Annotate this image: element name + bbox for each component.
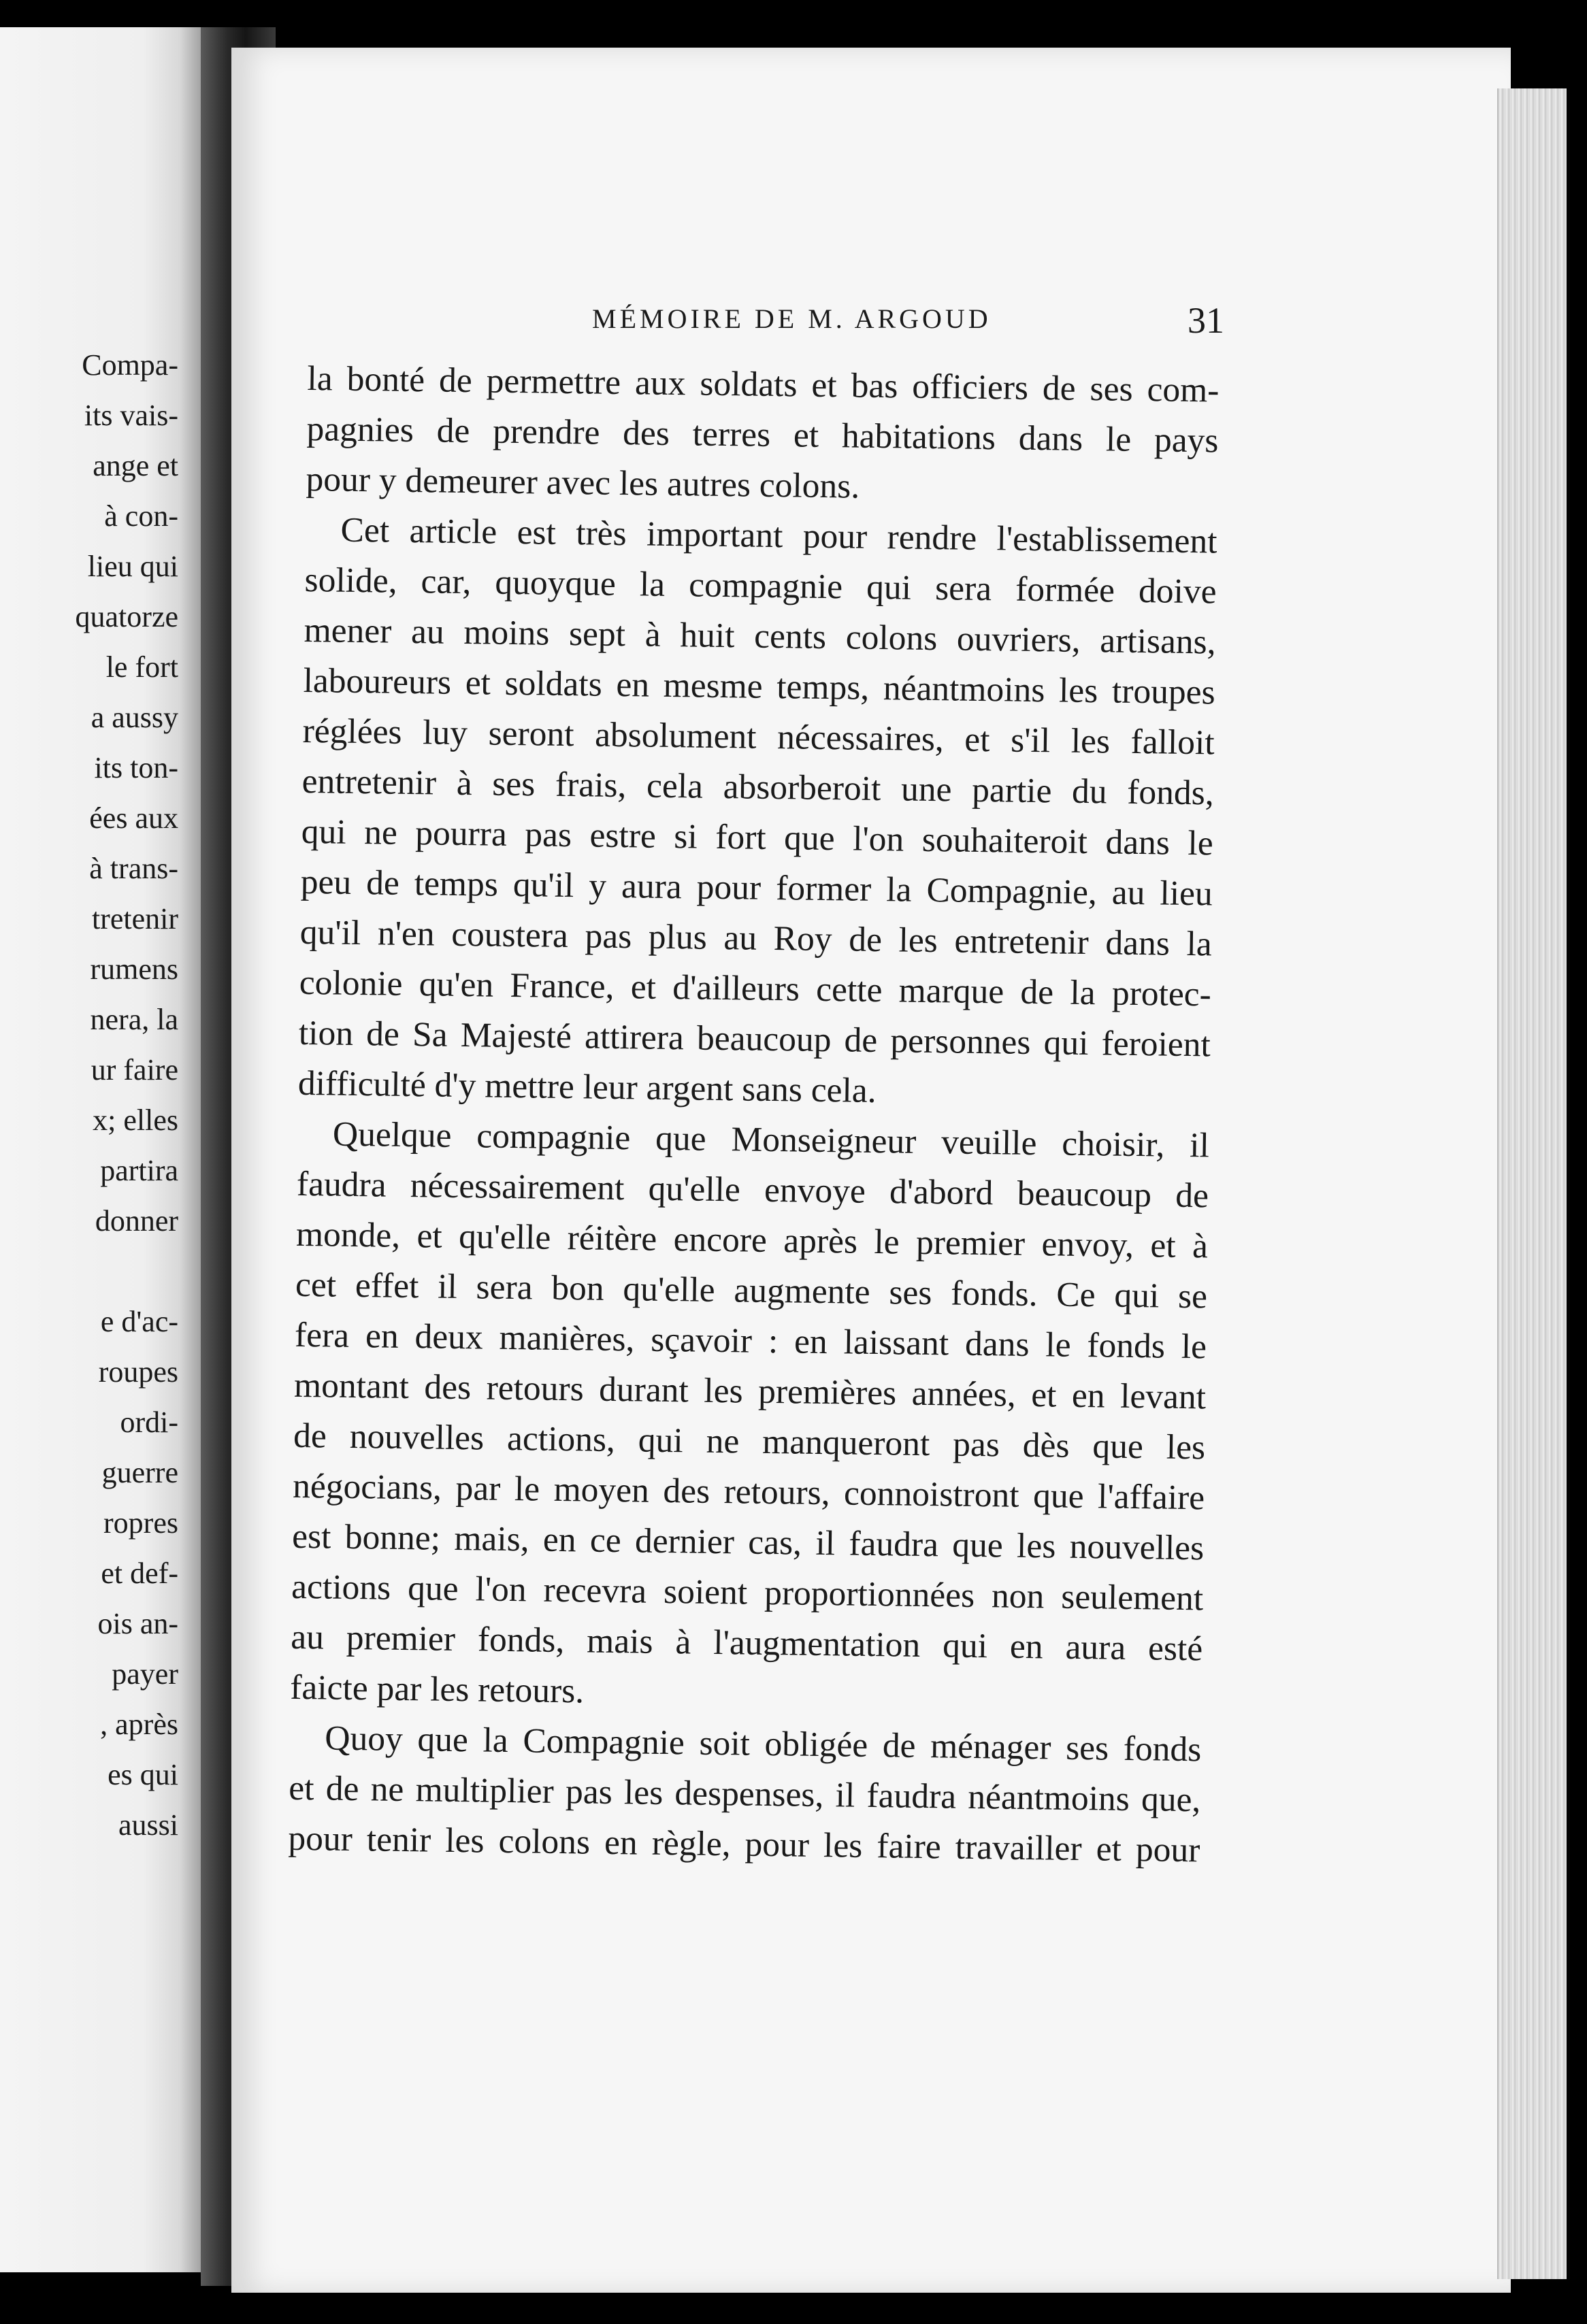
previous-page-line: quatorze bbox=[75, 600, 178, 633]
text-line: au premier fonds, mais à l'augmentation qui en aura esté bbox=[290, 1617, 1203, 1669]
page-edge-stack bbox=[1497, 88, 1567, 2279]
previous-page-line: ées aux bbox=[89, 801, 178, 835]
previous-page-line: its ton- bbox=[94, 751, 178, 784]
previous-page-line: aussi bbox=[118, 1808, 178, 1842]
text-line: actions que l'on recevra soient proportionnées non seulement bbox=[291, 1567, 1204, 1618]
previous-page-line: roupes bbox=[98, 1355, 178, 1389]
text-line: entretenir à ses frais, cela absorberoit une partie du fonds, bbox=[301, 761, 1215, 813]
previous-page-line: Compa- bbox=[82, 348, 178, 382]
previous-page-line: lieu qui bbox=[87, 550, 178, 583]
text-line: qu'il n'en coustera pas plus au Roy de les entretenir dans la bbox=[299, 912, 1213, 964]
text-line: tion de Sa Majesté attirera beaucoup de personnes qui feroient bbox=[298, 1013, 1211, 1065]
text-line: Cet article est très important pour rendre l'establissement bbox=[340, 510, 1217, 561]
text-line: est bonne; mais, en ce dernier cas, il faudra que les nouvelles bbox=[291, 1516, 1205, 1568]
previous-page-line: guerre bbox=[101, 1456, 178, 1489]
previous-page-line: es qui bbox=[108, 1758, 178, 1791]
text-line: Quelque compagnie que Monseigneur veuille choisir, il bbox=[332, 1114, 1210, 1165]
previous-page bbox=[0, 27, 204, 2272]
running-head: MÉMOIRE DE M. ARGOUD bbox=[592, 303, 992, 334]
text-line: de nouvelles actions, qui ne manqueront pas dès que les bbox=[293, 1416, 1206, 1467]
text-line: difficulté d'y mettre leur argent sans cela. bbox=[297, 1063, 877, 1111]
text-line: peu de temps qu'il y aura pour former la Compagnie, au lieu bbox=[300, 862, 1213, 914]
previous-page-line: partira bbox=[100, 1154, 178, 1187]
previous-page-line: ordi- bbox=[120, 1406, 178, 1439]
previous-page-line: ropres bbox=[103, 1506, 178, 1540]
text-line: faudra nécessairement qu'elle envoye d'abord beaucoup de bbox=[296, 1164, 1209, 1216]
previous-page-line: a aussy bbox=[91, 701, 178, 734]
text-line: pagnies de prendre des terres et habitations dans le pays bbox=[306, 409, 1219, 461]
previous-page-line: tretenir bbox=[91, 902, 178, 935]
previous-page-line: rumens bbox=[90, 952, 178, 986]
previous-page-line: payer bbox=[112, 1657, 178, 1691]
text-line: laboureurs et soldats en mesme temps, néantmoins les troupes bbox=[303, 661, 1215, 712]
text-line: cet effet il sera bon qu'elle augmente ses fonds. Ce qui se bbox=[295, 1265, 1208, 1316]
text-line: réglées luy seront absolument nécessaires, et s'il les falloit bbox=[302, 711, 1215, 763]
text-line: montant des retours durant les premières années, et en levant bbox=[293, 1365, 1207, 1417]
text-line: qui ne pourra pas estre si fort que l'on souhaiteroit dans le bbox=[301, 812, 1214, 863]
text-line: pour tenir les colons en règle, pour les faire travailler et pour bbox=[288, 1819, 1200, 1870]
text-line: solide, car, quoyque la compagnie qui sera formée doive bbox=[304, 560, 1217, 612]
text-line: mener au moins sept à huit cents colons ouvriers, artisans, bbox=[304, 610, 1216, 662]
text-line: et de ne multiplier pas les despenses, il faudra néantmoins que, bbox=[289, 1768, 1201, 1820]
text-line: pour y demeurer avec les autres colons. bbox=[306, 459, 860, 506]
text-line: colonie qu'en France, et d'ailleurs cette marque de la protec- bbox=[299, 963, 1212, 1014]
text-line: monde, et qu'elle réitère encore après le premier envoy, et à bbox=[295, 1214, 1209, 1266]
previous-page-line: le fort bbox=[105, 650, 178, 684]
previous-page-line: ur faire bbox=[91, 1053, 178, 1086]
previous-page-line: à trans- bbox=[89, 852, 178, 885]
previous-page-line: ange et bbox=[93, 449, 178, 482]
previous-page-text bbox=[76, 340, 178, 1850]
text-line: fera en deux manières, sçavoir : en laissant dans le fonds le bbox=[294, 1315, 1207, 1367]
text-line: la bonté de permettre aux soldats et bas officiers de ses com- bbox=[307, 359, 1220, 410]
previous-page-line: et def- bbox=[101, 1557, 178, 1590]
text-line: Quoy que la Compagnie soit obligée de ménager ses fonds bbox=[324, 1719, 1202, 1770]
previous-page-line: e d'ac- bbox=[100, 1305, 178, 1338]
text-line: faicte par les retours. bbox=[289, 1667, 585, 1711]
page-number: 31 bbox=[1188, 300, 1224, 341]
previous-page-line: x; elles bbox=[93, 1103, 178, 1137]
previous-page-line: nera, la bbox=[90, 1003, 178, 1036]
previous-page-line: ois an- bbox=[97, 1607, 178, 1640]
previous-page-line: its vais- bbox=[84, 399, 178, 432]
text-line: négocians, par le moyen des retours, connoistront que l'affaire bbox=[292, 1466, 1205, 1518]
previous-page-line: à con- bbox=[104, 499, 178, 533]
previous-page-line bbox=[76, 1246, 178, 1297]
previous-page-line: , après bbox=[100, 1708, 178, 1741]
previous-page-line: donner bbox=[95, 1204, 178, 1238]
body-text bbox=[288, 354, 1220, 1876]
